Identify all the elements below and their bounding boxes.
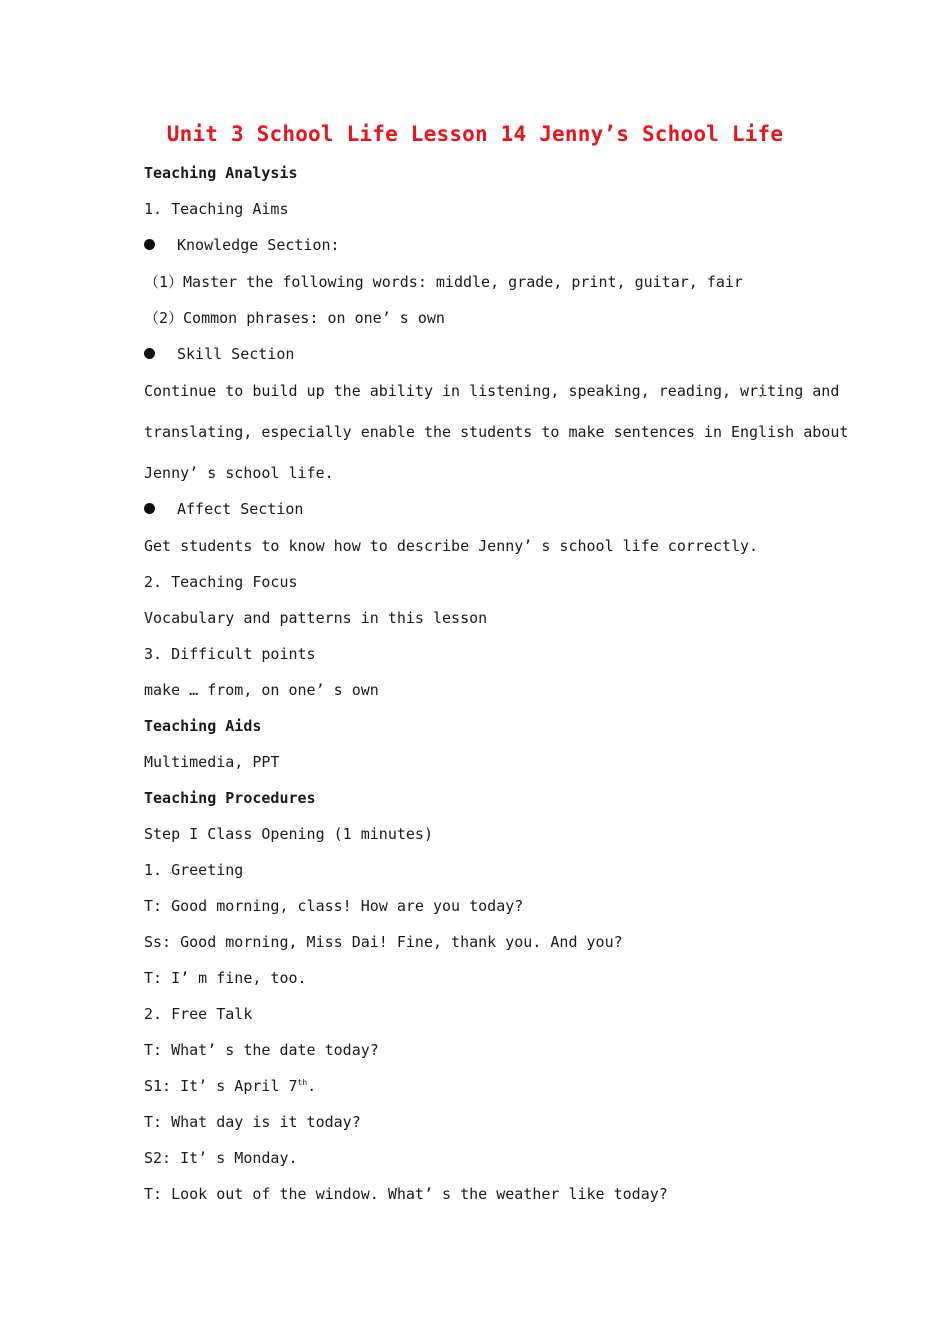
ordinal-suffix: th bbox=[297, 1078, 308, 1087]
affect-section-label: Affect Section bbox=[177, 500, 304, 518]
dialogue-line bbox=[144, 1076, 316, 1096]
phrases-item: （2）Common phrases: on one’ s own bbox=[144, 309, 445, 327]
dialogue-line: T: Good morning, class! How are you today? bbox=[144, 897, 524, 915]
skill-text-line-1: Continue to build up the ability in listening, speaking, reading, writing and bbox=[144, 382, 840, 400]
heading-teaching-focus: 2. Teaching Focus bbox=[144, 573, 298, 591]
dialogue-text: S1: It’ s April 7 bbox=[144, 1077, 298, 1095]
dialogue-line: T: I’ m fine, too. bbox=[144, 969, 307, 987]
dialogue-line: T: Look out of the window. What’ s the weather like today? bbox=[144, 1185, 668, 1203]
step-one: Step I Class Opening (1 minutes) bbox=[144, 825, 433, 843]
skill-section-label: Skill Section bbox=[177, 345, 295, 363]
dialogue-line: Ss: Good morning, Miss Dai! Fine, thank you. And you? bbox=[144, 933, 623, 951]
skill-text-line-3: Jenny’ s school life. bbox=[144, 464, 334, 482]
bullet-icon bbox=[144, 348, 155, 359]
dialogue-line: S2: It’ s Monday. bbox=[144, 1149, 298, 1167]
affect-text: Get students to know how to describe Jenny’ s school life correctly. bbox=[144, 537, 759, 555]
aids-text: Multimedia, PPT bbox=[144, 753, 280, 771]
free-talk-heading: 2. Free Talk bbox=[144, 1005, 253, 1023]
dialogue-line: T: What’ s the date today? bbox=[144, 1041, 379, 1059]
heading-teaching-procedures: Teaching Procedures bbox=[144, 789, 316, 807]
knowledge-section-label: Knowledge Section: bbox=[177, 236, 340, 254]
edit-mark-icon bbox=[758, 393, 764, 398]
words-item: （1）Master the following words: middle, grade, print, guitar, fair bbox=[144, 273, 743, 291]
heading-difficult-points: 3. Difficult points bbox=[144, 645, 316, 663]
dialogue-text: . bbox=[307, 1077, 317, 1095]
difficult-text: make … from, on one’ s own bbox=[144, 681, 379, 699]
document-title: Unit 3 School Life Lesson 14 Jenny’s School Life bbox=[166, 122, 784, 146]
heading-teaching-aids: Teaching Aids bbox=[144, 717, 262, 735]
heading-teaching-aims: 1. Teaching Aims bbox=[144, 200, 289, 218]
greeting-heading: 1. Greeting bbox=[144, 861, 244, 879]
bullet-icon bbox=[144, 503, 155, 514]
dialogue-line: T: What day is it today? bbox=[144, 1113, 361, 1131]
skill-text-line-2: translating, especially enable the students to make sentences in English about bbox=[144, 423, 849, 441]
heading-teaching-analysis: Teaching Analysis bbox=[144, 164, 298, 182]
focus-text: Vocabulary and patterns in this lesson bbox=[144, 609, 488, 627]
bullet-icon bbox=[144, 239, 155, 250]
